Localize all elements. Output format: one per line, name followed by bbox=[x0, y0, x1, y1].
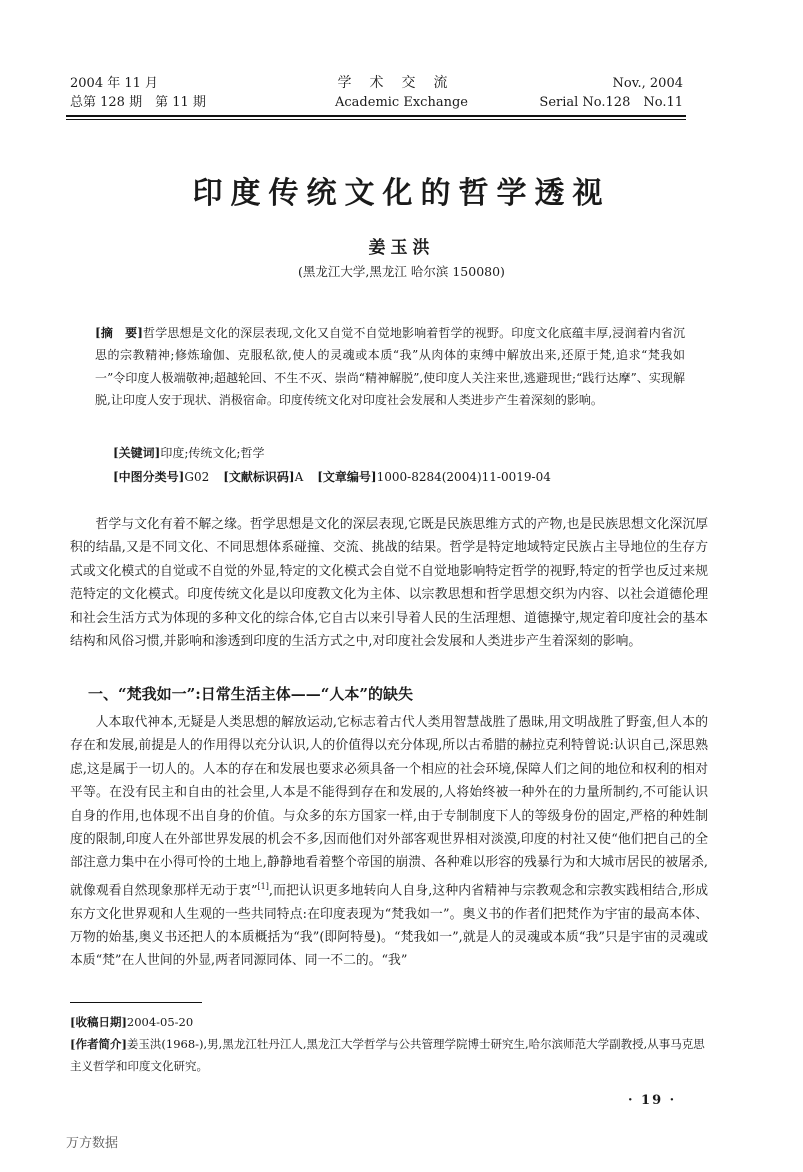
author-bio-label: [作者简介] bbox=[70, 1037, 127, 1051]
article-no-label: [文章编号] bbox=[317, 470, 377, 484]
keywords-text: 印度;传统文化;哲学 bbox=[160, 446, 265, 460]
article-title: 印度传统文化的哲学透视 bbox=[192, 176, 611, 211]
journal-issue-en bbox=[539, 74, 683, 112]
received-label: [收稿日期] bbox=[70, 1015, 127, 1029]
article-author: 姜玉洪 bbox=[368, 238, 435, 258]
section-heading: 一、“梵我如一”:日常生活主体——“人本”的缺失 bbox=[88, 685, 414, 703]
footnote-author bbox=[70, 1033, 710, 1077]
abstract-text: 哲学思想是文化的深层表现,文化又自觉不自觉地影响着哲学的视野。印度文化底蕴丰厚,浸润着内省沉思的宗教精神;修炼瑜伽、克服私欲,使人的灵魂或本质“我”从肉体的束缚中解放出来,还原于梵,追求“梵我如一”令印度人极端敬神;超越轮回、不生不灭、崇尚“精神解脱”,使印度人关注来世,逃避现世;“践行达摩”、实现解脱,让印度人安于现状、消极宿命。印度传统文化对印度社会发展和人类进步产生着深刻的影响。 bbox=[95, 326, 685, 408]
journal-name-zh: 学术交流 bbox=[337, 75, 466, 91]
footnote-rule bbox=[70, 1002, 202, 1003]
paragraph-text: 哲学与文化有着不解之缘。哲学思想是文化的深层表现,它既是民族思维方式的产物,也是民族思想文化深沉厚积的结晶,又是不同文化、不同思想体系碰撞、交流、挑战的结果。哲学是特定地域特定民族占主导地位的生存方式或文化模式的自觉或不自觉的外显,特定的文化模式会自觉不自觉地影响特定哲学的视野,特定的哲学也反过来规范特定的文化模式。印度传统文化是以印度教文化为主体、以宗教思想和哲学思想交织为内容、以社会道德伦理和社会生活方式为体现的多种文化的综合体,它自古以来引导着人民的生活理想、道德操守,规定着印度社会的基本结构和风俗习惯,并影响和渗透到印度的生活方式之中,对印度社会发展和人类进步产生着深刻的影响。 bbox=[70, 517, 708, 650]
body-paragraph-1 bbox=[70, 513, 708, 653]
author-bio: 姜玉洪(1968-),男,黑龙江牡丹江人,黑龙江大学哲学与公共管理学院博士研究生,哈尔滨师范大学副教授,从事马克思主义哲学和印度文化研究。 bbox=[70, 1037, 705, 1073]
classification-line bbox=[113, 467, 551, 487]
body-paragraph-2 bbox=[70, 711, 708, 973]
watermark: 万方数据 bbox=[66, 1136, 119, 1151]
clc-label: [中图分类号] bbox=[113, 470, 185, 484]
issue-date: 2004 年 11 月 bbox=[70, 76, 159, 91]
clc-value: G02 bbox=[184, 470, 210, 484]
keywords bbox=[113, 443, 264, 463]
journal-name-en: Academic Exchange bbox=[335, 95, 468, 110]
footnote-received bbox=[70, 1011, 710, 1033]
issue-date-en: Nov., 2004 bbox=[612, 76, 683, 91]
page-number: · 19 · bbox=[628, 1093, 677, 1108]
article-no-value: 1000-8284(2004)11-0019-04 bbox=[376, 470, 551, 484]
abstract-label: [摘 要] bbox=[95, 326, 143, 340]
doc-code-value: A bbox=[294, 470, 304, 484]
paragraph-text bbox=[70, 711, 708, 973]
issue-number: 总第 128 期 第 11 期 bbox=[70, 95, 206, 110]
received-date: 2004-05-20 bbox=[126, 1015, 194, 1029]
issue-number-en: Serial No.128 No.11 bbox=[539, 95, 683, 110]
author-affiliation: (黑龙江大学,黑龙江 哈尔滨 150080) bbox=[298, 264, 505, 279]
abstract bbox=[95, 322, 685, 412]
header-rule-thin bbox=[66, 119, 686, 120]
header-rule-thick bbox=[66, 115, 686, 117]
doc-code-label: [文献标识码] bbox=[223, 470, 295, 484]
footnotes bbox=[70, 1011, 710, 1077]
paragraph-text-part-a: 人本取代神本,无疑是人类思想的解放运动,它标志着古代人类用智慧战胜了愚昧,用文明战胜了野蛮,但人本的存在和发展,前提是人的作用得以充分认识,人的价值得以充分体现,所以古希腊的赫拉克利特曾说:认识自己,深思熟虑,这是属于一切人的。人本的存在和发展也要求必须具备一个相应的社会环境,保障人们之间的地位和权利的相对平等。在没有民主和自由的社会里,人本是不能得到存在和发展的,人将始终被一种外在的力量所制约,不可能认识自身的作用,也体现不出自身的价值。与众多的东方国家一样,由于专制制度下人的等级身份的固定,严格的种姓制度的限制,印度人在外部世界发展的机会不多,因而他们对外部客观世界相对淡漠,印度的村社又使“他们把自己的全部注意力集中在小得可怜的土地上,静静地看着整个帝国的崩溃、各种难以形容的残暴行为和大城市居民的被屠杀,就像观看自然现象那样无动于衷” bbox=[70, 715, 708, 899]
keywords-label: [关键词] bbox=[113, 446, 161, 460]
citation-ref[interactable]: [1] bbox=[257, 881, 269, 891]
paragraph-text-part-b: ,而把认识更多地转向人自身,这种内省精神与宗教观念和宗教实践相结合,形成东方文化世界观和人生观的一些共同特点:在印度表现为“梵我如一”。奥义书的作者们把梵作为宇宙的最高本体、万物的始基,奥义书还把人的本质概括为“我”(即阿特曼)。“梵我如一”,就是人的灵魂或本质“我”只是宇宙的灵魂或本质“梵”在人世间的外显,两者同源同体、同一不二的。“我” bbox=[70, 883, 708, 969]
